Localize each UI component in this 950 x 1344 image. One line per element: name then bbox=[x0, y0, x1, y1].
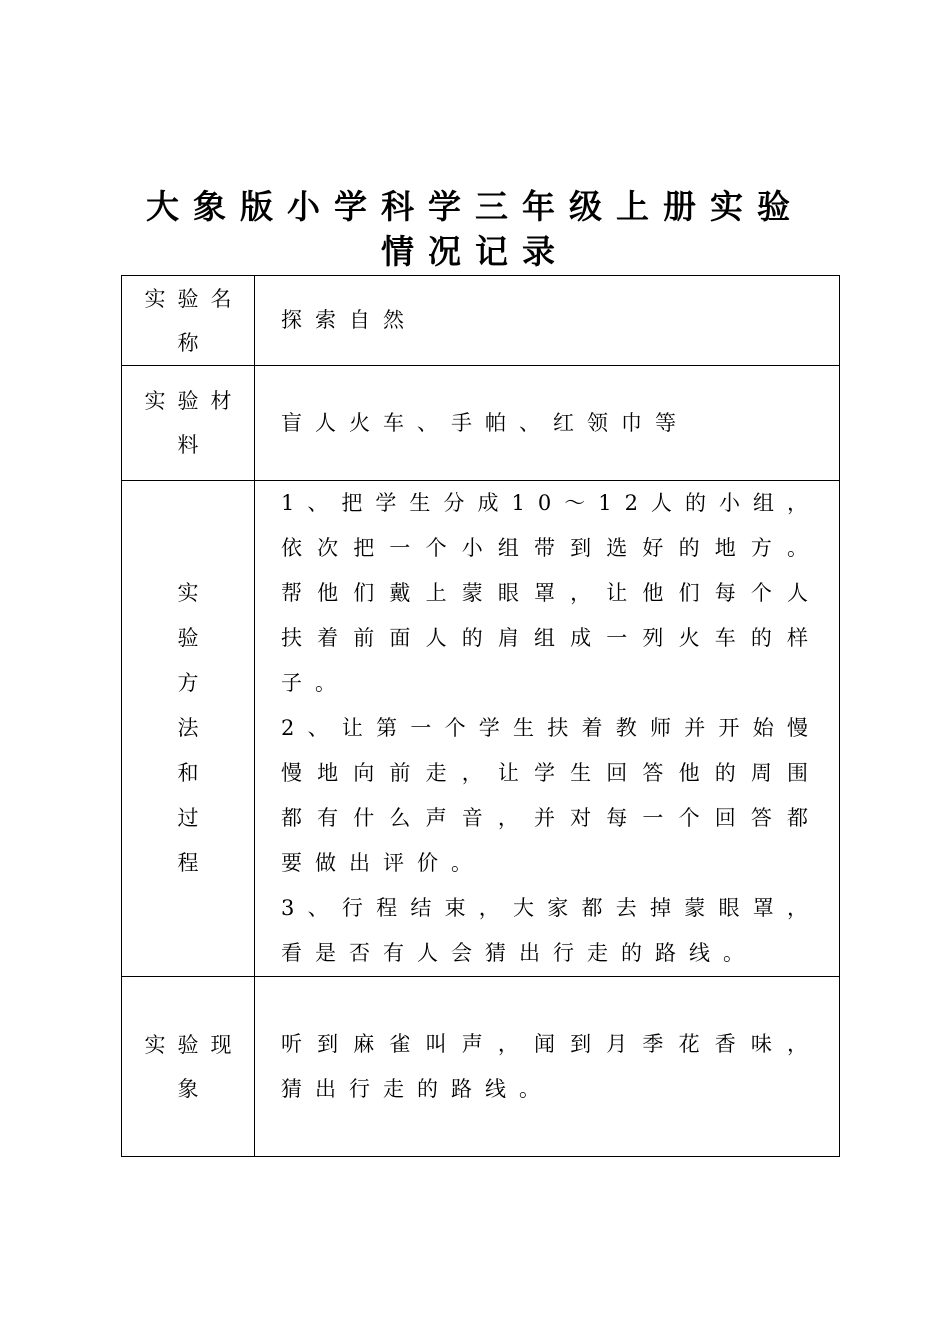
label-line: 实验现 bbox=[144, 1032, 244, 1057]
label-line: 实验名 bbox=[144, 286, 244, 311]
label-experiment-phenomenon bbox=[122, 977, 255, 1157]
content-text: 探索自然 bbox=[281, 308, 417, 332]
label-line: 和 bbox=[177, 761, 211, 785]
label-line: 过 bbox=[177, 806, 211, 830]
label-experiment-materials bbox=[122, 366, 255, 481]
label-line: 实 bbox=[177, 581, 211, 605]
table-row-experiment-method bbox=[122, 481, 840, 977]
label-experiment-method bbox=[122, 481, 255, 977]
document-title-line-2: 情况记录 bbox=[381, 232, 569, 271]
value-experiment-materials bbox=[255, 366, 840, 481]
value-experiment-name bbox=[255, 276, 840, 366]
label-line: 料 bbox=[177, 433, 211, 457]
label-line: 实验材 bbox=[144, 389, 244, 413]
table-row-experiment-name bbox=[122, 276, 840, 366]
table-row-experiment-materials bbox=[122, 366, 840, 481]
label-line: 称 bbox=[177, 330, 211, 355]
document-title-line-1: 大象版小学科学三年级上册实验 bbox=[146, 187, 804, 226]
method-step: 1、把学生分成10～12人的小组，依次把一个小组带到选好的地方。帮他们戴上蒙眼罩，让他们每个人扶着前面人的肩组成一列火车的样子。 bbox=[281, 491, 821, 695]
content-text: 听到麻雀叫声，闻到月季花香味，猜出行走的路线。 bbox=[281, 1031, 821, 1101]
label-line: 法 bbox=[177, 716, 211, 740]
method-step: 3、行程结束，大家都去掉蒙眼罩，看是否有人会猜出行走的路线。 bbox=[281, 896, 821, 965]
label-line: 程 bbox=[177, 851, 211, 875]
value-experiment-phenomenon bbox=[255, 977, 840, 1157]
label-line: 验 bbox=[177, 626, 211, 650]
experiment-record-table bbox=[121, 275, 840, 1157]
label-line: 方 bbox=[177, 671, 211, 695]
table-row-experiment-phenomenon bbox=[122, 977, 840, 1157]
method-step: 2、让第一个学生扶着教师并开始慢慢地向前走，让学生回答他的周围都有什么声音，并对每一个回答都要做出评价。 bbox=[281, 716, 821, 875]
label-experiment-name bbox=[122, 276, 255, 366]
label-line: 象 bbox=[177, 1076, 211, 1101]
value-experiment-method bbox=[255, 481, 840, 977]
content-text: 盲人火车、手帕、红领巾等 bbox=[281, 410, 689, 435]
